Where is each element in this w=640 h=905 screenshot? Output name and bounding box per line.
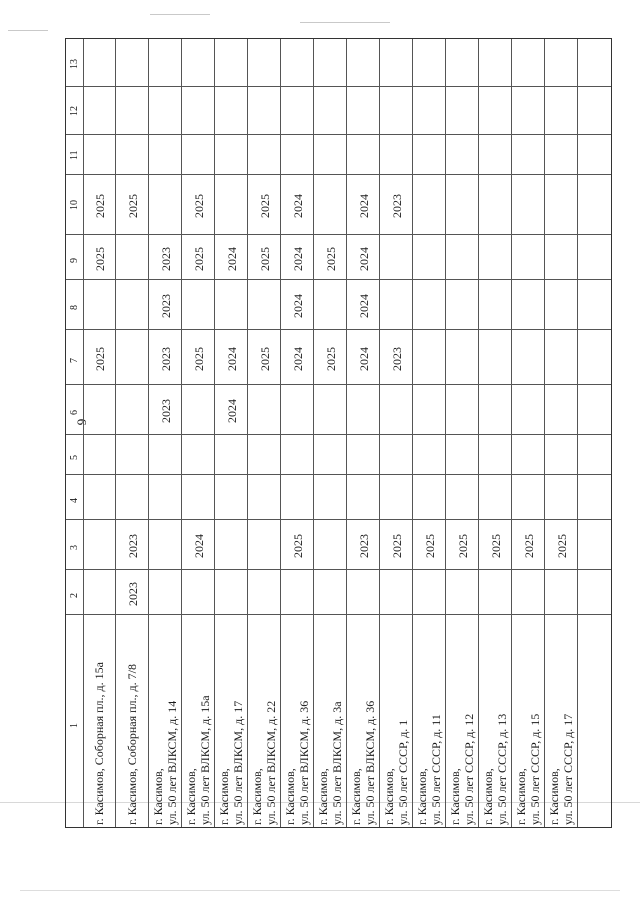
address-line: г. Касимов, Соборная пл., д. 15а <box>92 662 106 825</box>
address-line: ул. 50 лет СССР, д. 11 <box>429 714 443 825</box>
address-cell <box>514 714 542 825</box>
cell-col-10: 2025 <box>258 194 272 218</box>
column-header-11: 11 <box>69 150 80 160</box>
column-header-9: 9 <box>69 257 80 263</box>
column-header-5: 5 <box>69 455 80 460</box>
cell-col-8: 2024 <box>357 294 371 318</box>
cell-col-7: 2024 <box>291 346 305 371</box>
address-cell <box>283 701 311 825</box>
cell-col-3: 2025 <box>390 534 404 558</box>
address-line: ул. 50 лет ВЛКСМ, д. 3а <box>330 701 344 825</box>
column-header-3: 3 <box>69 545 80 550</box>
address-line: г. Касимов, <box>250 768 264 825</box>
cell-col-7: 2024 <box>357 346 371 371</box>
cell-col-9: 2024 <box>225 246 239 271</box>
cell-col-3: 2023 <box>357 534 371 558</box>
cell-col-7: 2023 <box>159 346 173 371</box>
address-line: г. Касимов, <box>316 768 330 825</box>
cell-col-9: 2024 <box>357 246 371 271</box>
cell-col-7: 2024 <box>225 346 239 371</box>
address-line: г. Касимов, <box>481 768 495 825</box>
table-row <box>479 39 512 827</box>
column-header-10: 10 <box>69 200 80 210</box>
cell-col-3: 2025 <box>522 534 536 558</box>
address-cell <box>151 701 179 825</box>
column-header-1: 1 <box>69 722 80 728</box>
address-line: ул. 50 лет ВЛКСМ, д. 17 <box>231 700 245 825</box>
cell-col-10: 2025 <box>192 194 206 218</box>
cell-col-10: 2025 <box>126 194 140 218</box>
address-line: ул. 50 лет ВЛКСМ, д. 14 <box>165 700 179 825</box>
address-line: ул. 50 лет СССР, д. 1 <box>396 719 410 825</box>
cell-col-10: 2023 <box>390 194 404 218</box>
address-cell <box>250 701 278 825</box>
address-line: г. Касимов, <box>283 768 297 825</box>
cell-col-3: 2023 <box>126 534 140 558</box>
address-line: ул. 50 лет СССР, д. 12 <box>462 713 476 825</box>
column-header-2: 2 <box>69 592 80 598</box>
column-header-13: 13 <box>69 58 80 69</box>
cell-col-9: 2023 <box>159 246 173 271</box>
address-line: ул. 50 лет ВЛКСМ, д. 36 <box>363 700 377 825</box>
cell-col-9: 2025 <box>93 246 107 271</box>
scan-noise <box>300 22 390 23</box>
column-header-7: 7 <box>69 357 80 363</box>
address-line: г. Касимов, <box>349 768 363 825</box>
cell-col-9: 2025 <box>258 246 272 271</box>
column-header-12: 12 <box>69 106 80 116</box>
address-line: г. Касимов, Соборная пл., д. 7/8 <box>125 664 139 825</box>
page-number: 9 <box>74 418 89 426</box>
cell-col-8: 2023 <box>159 294 173 318</box>
address-cell <box>125 664 139 825</box>
cell-col-6: 2023 <box>159 399 173 423</box>
table-row <box>512 39 545 827</box>
cell-col-3: 2025 <box>423 534 437 558</box>
cell-col-3: 2025 <box>489 534 503 558</box>
column-header-8: 8 <box>69 305 80 310</box>
scan-noise <box>8 30 48 31</box>
cell-col-3: 2024 <box>192 534 206 558</box>
address-cell <box>382 720 410 825</box>
data-table <box>65 38 612 828</box>
scan-noise <box>150 14 210 15</box>
address-line: г. Касимов, <box>217 768 231 825</box>
address-line: ул. 50 лет СССР, д. 13 <box>495 713 509 825</box>
cell-col-7: 2025 <box>324 346 338 371</box>
cell-col-9: 2025 <box>324 246 338 271</box>
address-cell <box>217 701 245 825</box>
scan-noise <box>20 890 620 891</box>
address-line: ул. 50 лет СССР, д. 15 <box>528 713 542 825</box>
address-line: г. Касимов, <box>415 768 429 825</box>
cell-col-7: 2025 <box>93 346 107 371</box>
address-line: г. Касимов, <box>448 768 462 825</box>
address-cell <box>448 714 476 825</box>
cell-col-8: 2024 <box>291 294 305 318</box>
table-row <box>413 39 446 827</box>
column-header-4: 4 <box>69 497 80 503</box>
address-line: г. Касимов, <box>382 768 396 825</box>
address-line: ул. 50 лет ВЛКСМ, д. 36 <box>297 700 311 825</box>
address-line: г. Касимов, <box>151 768 165 825</box>
cell-col-7: 2023 <box>390 346 404 371</box>
address-line: ул. 50 лет ВЛКСМ, д. 15а <box>198 695 212 825</box>
cell-col-7: 2025 <box>192 346 206 371</box>
table-row <box>545 39 578 827</box>
cell-col-6: 2024 <box>225 399 239 423</box>
address-cell <box>349 701 377 825</box>
column-header-6: 6 <box>69 410 80 415</box>
cell-col-3: 2025 <box>555 534 569 558</box>
table-row <box>446 39 479 827</box>
cell-col-9: 2025 <box>192 246 206 271</box>
address-cell <box>547 714 575 825</box>
cell-col-7: 2025 <box>258 346 272 371</box>
address-cell <box>481 714 509 825</box>
address-line: г. Касимов, <box>184 768 198 825</box>
cell-col-9: 2024 <box>291 246 305 271</box>
table-row <box>380 39 413 827</box>
address-cell <box>415 714 443 825</box>
address-line: г. Касимов, <box>547 768 561 825</box>
address-cell <box>316 701 344 825</box>
cell-col-10: 2025 <box>93 194 107 218</box>
address-line: ул. 50 лет ВЛКСМ, д. 22 <box>264 700 278 825</box>
cell-col-3: 2025 <box>291 534 305 558</box>
address-cell <box>92 662 106 825</box>
cell-col-10: 2024 <box>357 194 371 218</box>
address-line: г. Касимов, <box>514 768 528 825</box>
cell-col-10: 2024 <box>291 194 305 218</box>
address-cell <box>184 695 212 825</box>
cell-col-2: 2023 <box>126 581 140 606</box>
address-line: ул. 50 лет СССР, д. 17 <box>561 713 575 825</box>
cell-col-3: 2025 <box>456 534 470 558</box>
